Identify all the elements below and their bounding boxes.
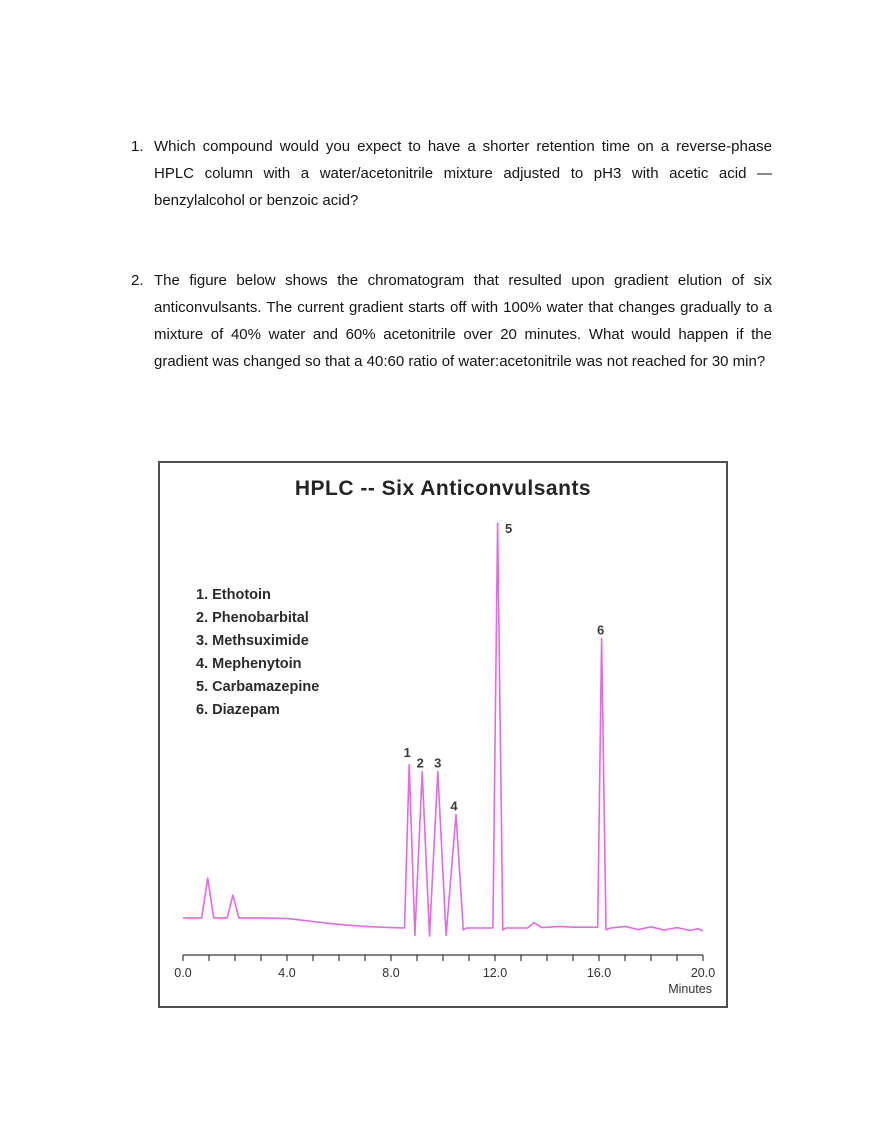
question-1-text: Which compound would you expect to have a shorter retention time on a reverse-phase HPLC column with a water/acetonitrile mixture adjusted to pH3 with acetic acid — benzylalcohol or benzoic acid? [154,138,772,209]
question-2 [131,267,772,375]
question-2-number: 2. [131,272,144,289]
legend-item: 1. Ethotoin [196,587,271,603]
x-tick-label: 16.0 [586,966,612,980]
chromatogram-figure [158,461,728,1008]
peak-label: 5 [504,521,513,536]
x-axis-unit-label: Minutes [668,982,712,996]
x-tick-label: 8.0 [382,966,400,980]
peak-label: 6 [596,622,605,638]
x-tick-label: 4.0 [278,966,296,980]
legend-item: 4. Mephenytoin [196,656,302,672]
legend-item: 5. Carbamazepine [196,679,320,695]
chromatogram-plot [160,463,726,1006]
x-tick-label: 0.0 [174,966,192,980]
legend-item: 6. Diazepam [196,702,280,718]
question-2-text: The figure below shows the chromatogram that resulted upon gradient elution of six anticonvulsants. The current gradient starts off with 100% water that changes gradually to a mixture of 40% water and 60% acetonitrile over 20 minutes. What would happen if the gradient was changed so that a 40:60 ratio of water:acetonitrile was not reached for 30 min? [154,272,772,370]
question-1-number: 1. [131,138,144,155]
legend-item: 3. Methsuximide [196,633,309,649]
question-1 [131,133,772,214]
chart-title: HPLC -- Six Anticonvulsants [294,477,592,500]
peak-label: 4 [450,798,458,814]
x-tick-label: 12.0 [482,966,508,980]
peak-label: 1 [403,744,411,760]
peak-label: 3 [434,755,442,771]
x-tick-label: 20.0 [690,966,716,980]
legend-item: 2. Phenobarbital [196,610,309,626]
peak-label: 2 [416,755,424,771]
chromatogram-trace [183,523,703,936]
